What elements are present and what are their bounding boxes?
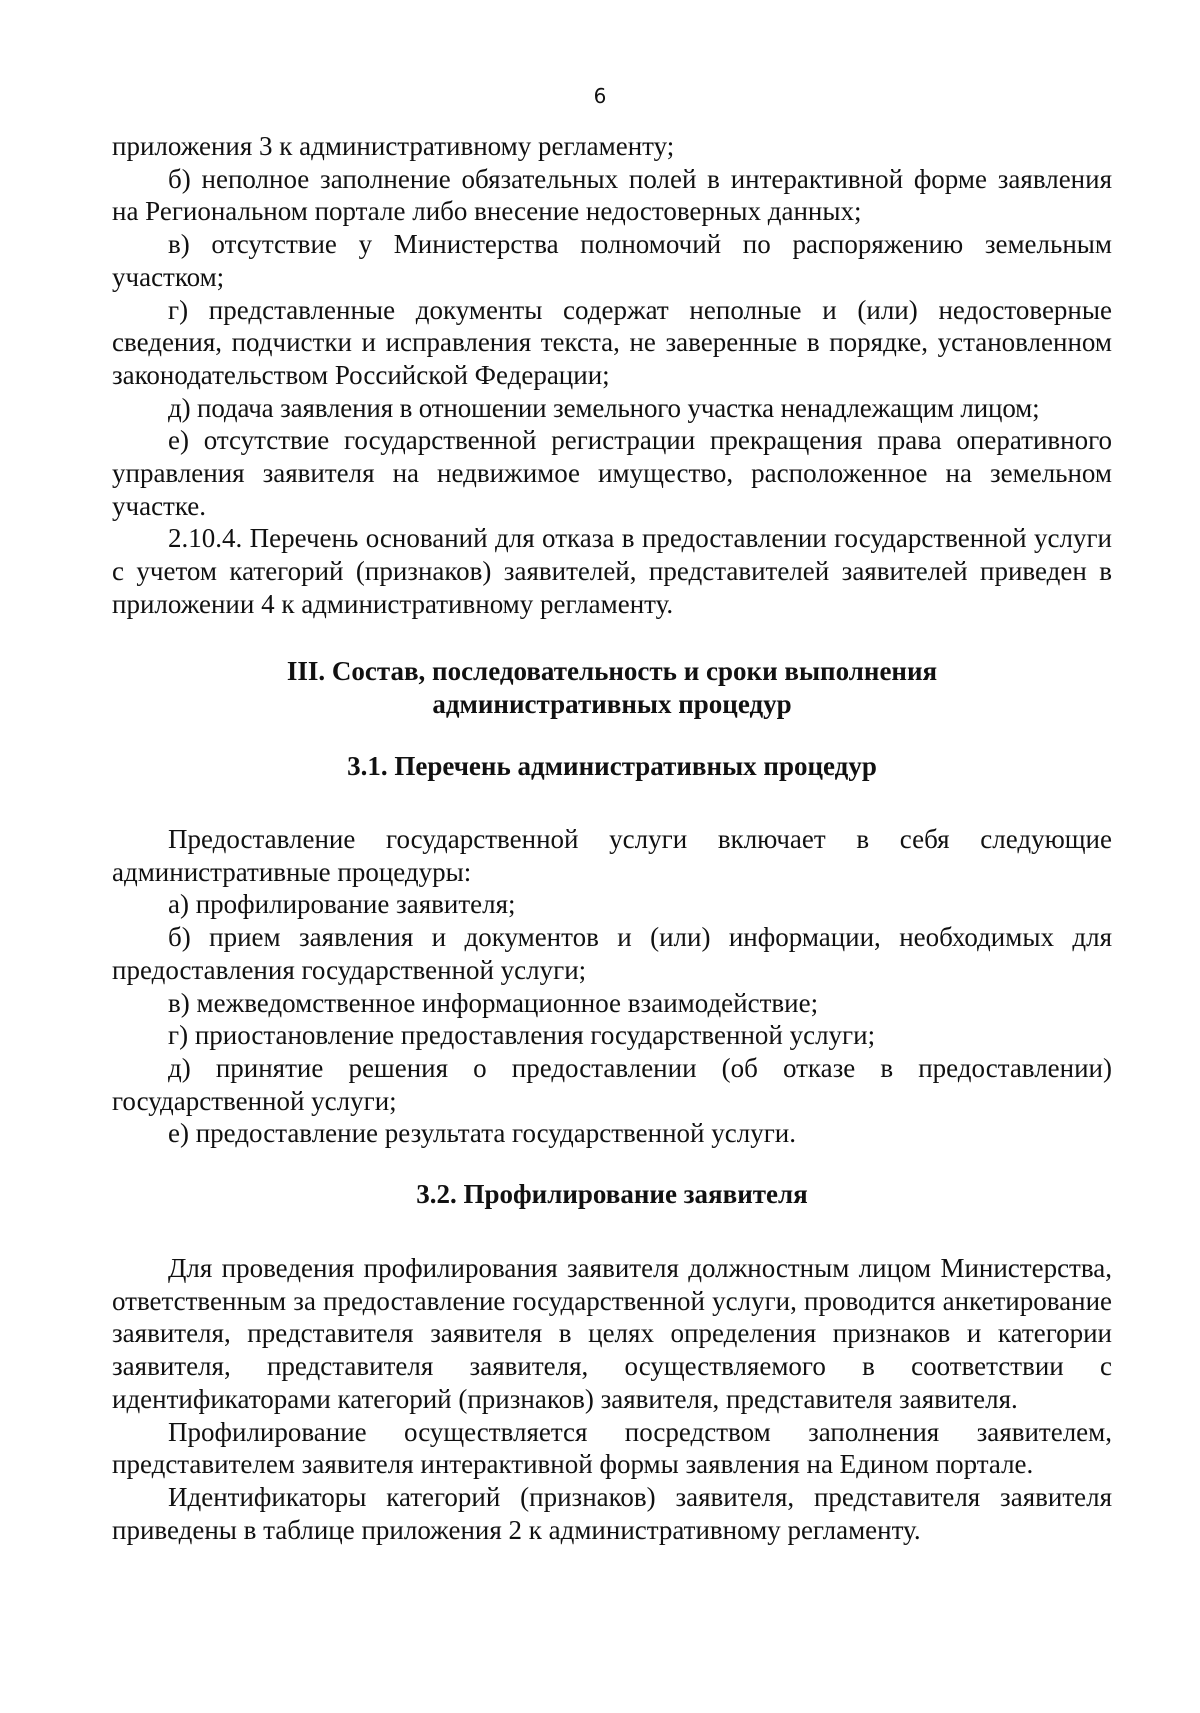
top-section (112, 130, 1112, 621)
section-3-2-heading (112, 1178, 1112, 1211)
list-item-d: д) принятие решения о предоставлении (об отказе в предоставлении) государственной услуги; (112, 1052, 1112, 1116)
page-number: 6 (593, 84, 607, 108)
paragraph-profiling-description: Для проведения профилирования заявителя должностным лицом Министерства, ответственным за предоставление государственной услуги, проводится анкетирование заявителя, представителя заявителя в целях определения признаков и категории заявителя, представителя заявителя, осуществляемого в соответствии с идентификаторами категорий (признаков) заявителя, представителя заявителя. (112, 1253, 1112, 1414)
paragraph-2-10-4: 2.10.4. Перечень оснований для отказа в предоставлении государственной услуги с учетом категорий (признаков) заявителей, представителей заявителей приведен в приложении 4 к административному регламенту. (112, 523, 1112, 619)
list-item-a: а) профилирование заявителя; (168, 889, 516, 920)
paragraph-continuation: приложения 3 к административному регламенту; (112, 131, 675, 161)
paragraph-intro: Предоставление государственной услуги включает в себя следующие административные процедуры: (112, 824, 1112, 887)
list-item-v: в) межведомственное информационное взаимодействие; (168, 987, 819, 1018)
section-3-2-body (112, 1252, 1112, 1546)
paragraph-item-b: б) неполное заполнение обязательных полей в интерактивной форме заявления на Региональном портале либо внесение недостоверных данных; (112, 163, 1112, 227)
paragraph-item-e: е) отсутствие государственной регистрации прекращения права оперативного управления заявителя на недвижимое имущество, расположенное на земельном участке. (112, 425, 1112, 521)
section-iii-title-line-2: административных процедур (432, 688, 792, 719)
section-iii-title-line-1: III. Состав, последовательность и сроки выполнения (286, 656, 938, 686)
list-item-b: б) прием заявления и документов и (или) информации, необходимых для предоставления государственной услуги; (112, 922, 1112, 985)
paragraph-item-g: г) представленные документы содержат неполные и (или) недостоверные сведения, подчистки и исправления текста, не заверенные в порядке, установленном законодательством Российской Федерации; (112, 294, 1112, 390)
section-3-2-title: 3.2. Профилирование заявителя (416, 1179, 808, 1209)
paragraph-profiling-method: Профилирование осуществляется посредством заполнения заявителем, представителем заявителя интерактивной формы заявления на Едином портале. (112, 1416, 1112, 1480)
section-3-1-title: 3.1. Перечень административных процедур (347, 751, 877, 781)
paragraph-item-d: д) подача заявления в отношении земельного участка ненадлежащим лицом; (168, 392, 1040, 423)
section-iii-heading (112, 655, 1112, 720)
list-item-g: г) приостановление предоставления государственной услуги; (168, 1020, 876, 1051)
paragraph-item-v: в) отсутствие у Министерства полномочий по распоряжению земельным участком; (112, 229, 1112, 292)
paragraph-identifiers: Идентификаторы категорий (признаков) заявителя, представителя заявителя приведены в таблице приложения 2 к административному регламенту. (112, 1481, 1112, 1545)
list-item-e: е) предоставление результата государственной услуги. (168, 1118, 796, 1149)
section-3-1-body (112, 823, 1112, 1150)
section-3-1-heading (112, 750, 1112, 783)
